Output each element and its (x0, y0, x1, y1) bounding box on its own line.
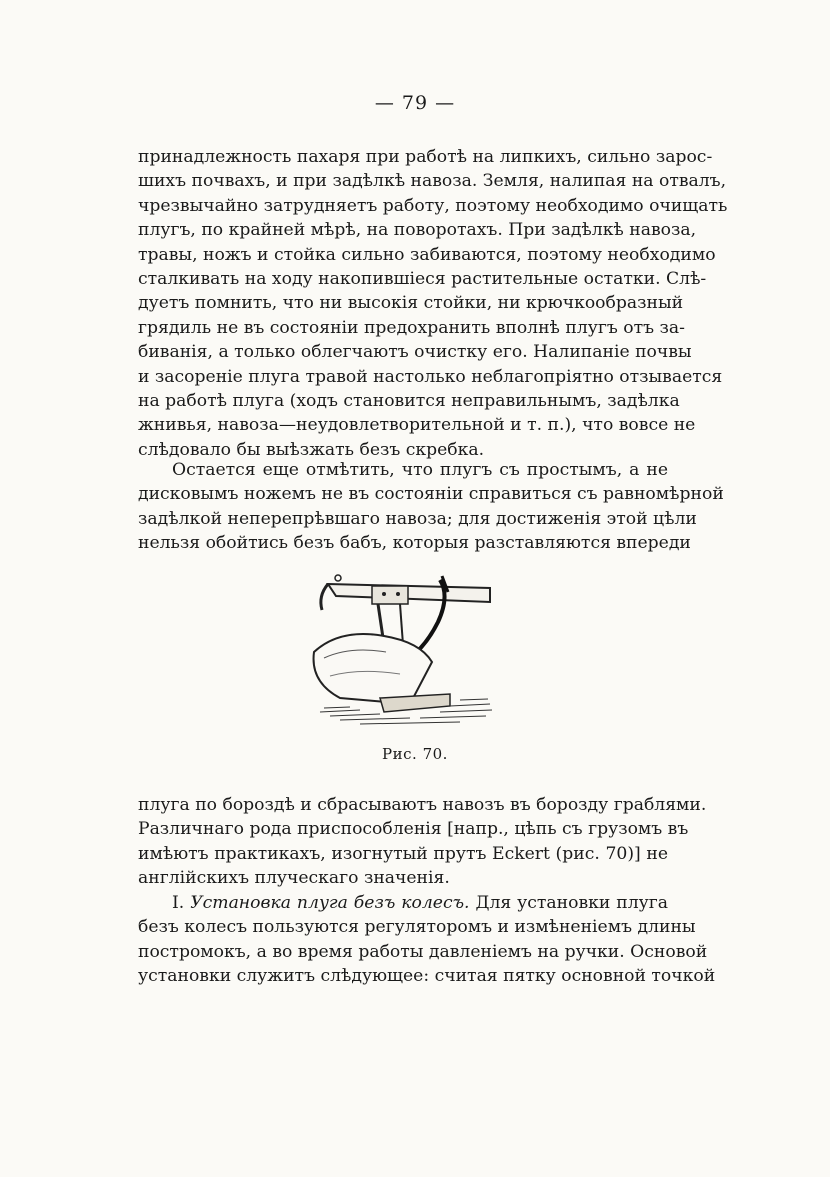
text-fragment: Для установки плуга (475, 893, 669, 913)
text-line: грядиль не въ состоянiи предохранить вполнѣ плугъ отъ за- (138, 317, 685, 338)
text-line: дуетъ помнить, что ни высокiя стойки, ни крючкообразный (138, 293, 684, 314)
paragraph-2 (138, 458, 724, 556)
section-heading-line (138, 891, 668, 915)
figure-caption: Рис. 70. (382, 745, 448, 763)
text-line: принадлежность пахаря при работѣ на липкихъ, сильно зарос- (138, 147, 713, 167)
plough-drawing (300, 566, 500, 736)
text-line: задѣлкой неперепрѣвшаго навоза; для достиженiя этой цѣли (138, 508, 697, 529)
text-line: чрезвычайно затрудняетъ работу, поэтому необходимо очищать (138, 195, 728, 216)
text-line: нельзя обойтись безъ бабъ, которыя разставляются впереди (138, 533, 691, 554)
text-line: жнивья, навоза—неудовлетворительной и т. п.), что вовсе не (138, 415, 696, 436)
text-line: установки служитъ слѣдующее: считая пятку основной точкой (138, 966, 716, 987)
paragraph-4 (138, 891, 716, 989)
text-line: имѣютъ практикахъ, изогнутый прутъ Eckert (рис. 70)] не (138, 843, 668, 864)
text-line: на работѣ плуга (ходъ становится неправильнымъ, задѣлка (138, 391, 680, 412)
text-line: слѣдовало бы выѣзжать безъ скребка. (138, 439, 485, 460)
text-line: дисковымъ ножемъ не въ состоянiи справиться съ равномѣрной (138, 484, 724, 505)
text-line: плугъ, по крайней мѣрѣ, на поворотахъ. При задѣлкѣ навоза, (138, 220, 697, 241)
text-line: Различнаго рода приспособленiя [напр., цѣпь съ грузомъ въ (138, 819, 689, 840)
page-number: — 79 — (374, 92, 456, 114)
text-line: Остается еще отмѣтить, что плугъ съ простымъ, а не (172, 460, 668, 480)
text-line: шихъ почвахъ, и при задѣлкѣ навоза. Земля, налипая на отвалъ, (138, 171, 727, 192)
text-line: травы, ножъ и стойка сильно забиваются, поэтому необходимо (138, 244, 716, 265)
text-line: англiйскихъ плуческаго значенiя. (138, 868, 450, 889)
text-line: и засоренiе плуга травой настолько неблагопрiятно отзывается (138, 366, 723, 387)
section-number: I. (172, 893, 185, 913)
text-line: сталкивать на ходу накопившiеся растительные остатки. Слѣ- (138, 269, 707, 290)
text-line: плуга по бороздѣ и сбрасываютъ навозъ въ борозду граблями. (138, 795, 707, 815)
plough-illustration (300, 566, 500, 736)
text-line: биванiя, а только облегчаютъ очистку его. Налипанiе почвы (138, 342, 692, 363)
paragraph-1 (138, 145, 728, 462)
text-line: безъ колесъ пользуются регуляторомъ и измѣненiемъ длины (138, 917, 696, 938)
text-line: постромокъ, а во время работы давленiемъ на ручки. Основой (138, 941, 708, 962)
section-title: Установка плуга безъ колесъ. (190, 893, 470, 913)
paragraph-3 (138, 793, 707, 891)
